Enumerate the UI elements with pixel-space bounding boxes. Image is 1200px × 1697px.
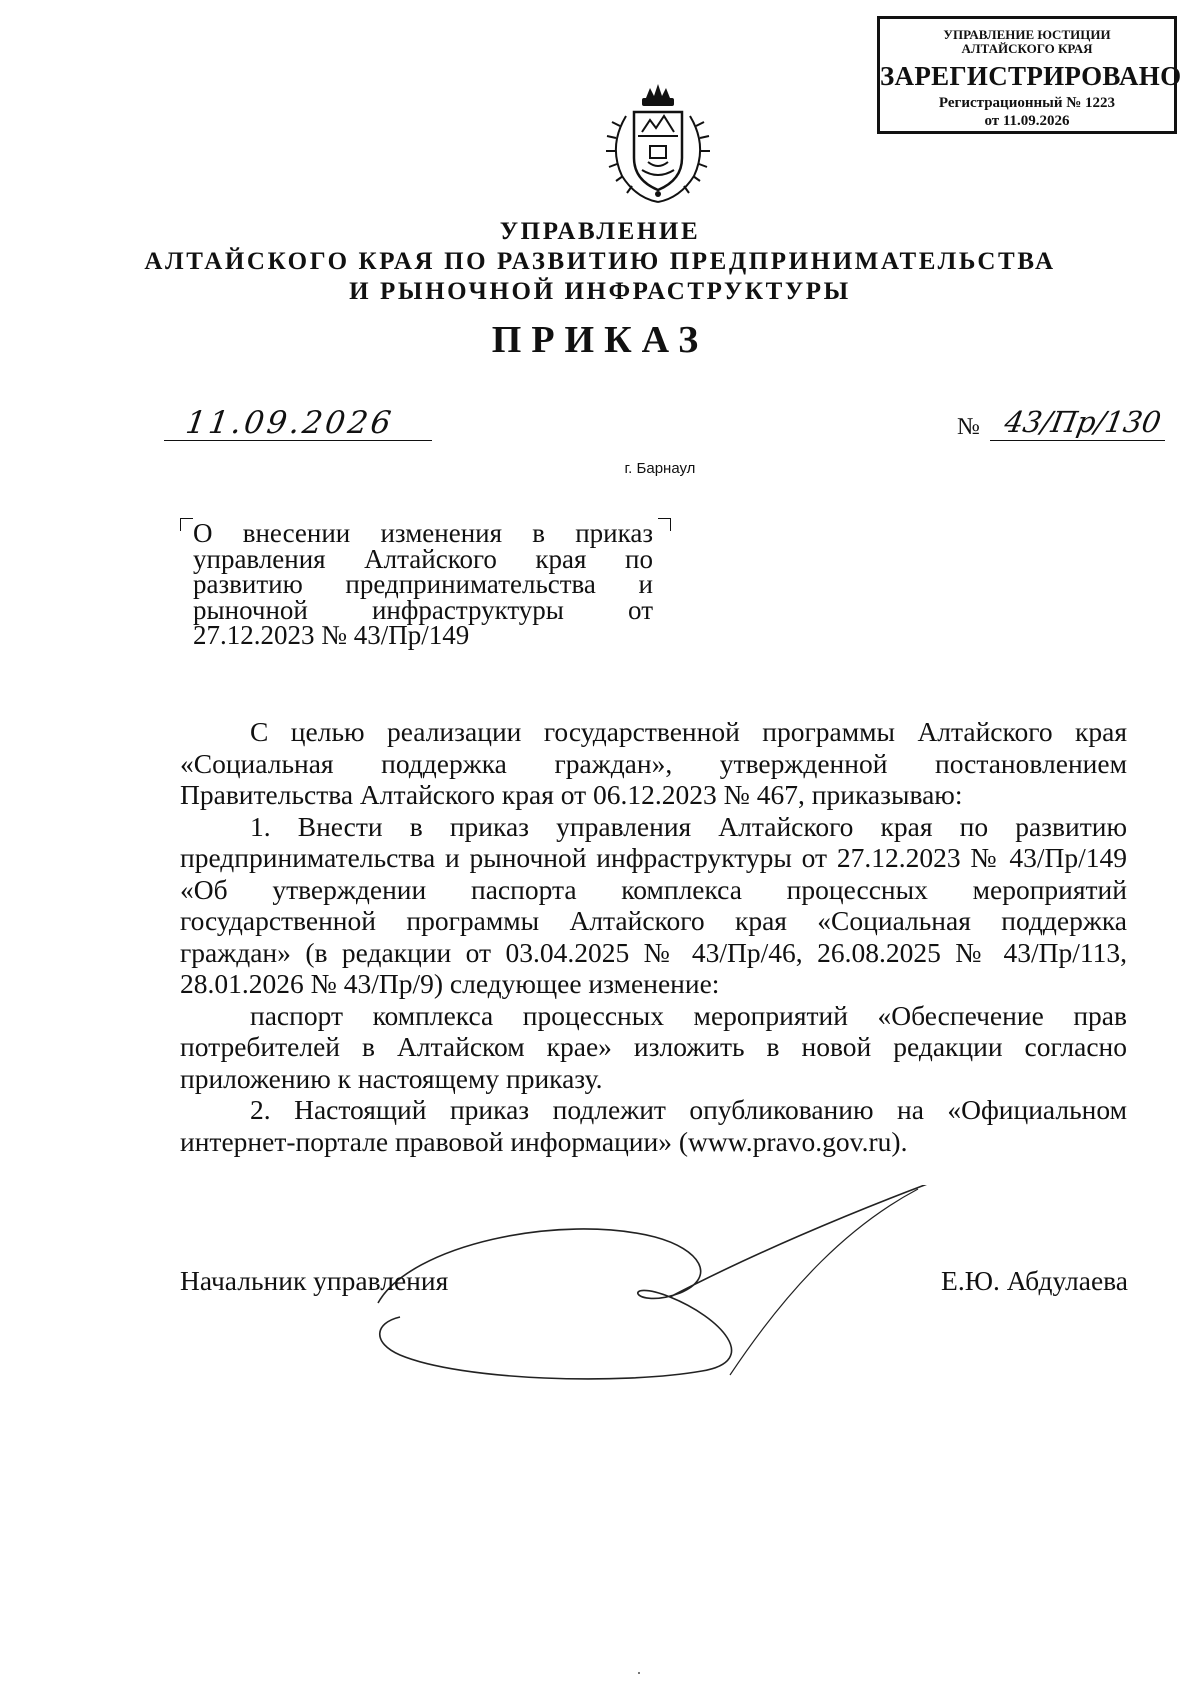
subject-corner-right [658,518,671,531]
agency-title-line3: И РЫНОЧНОЙ ИНФРАСТРУКТУРЫ [349,278,851,305]
stamp-reg-number: Регистрационный № 1223 [938,95,1116,111]
document-type: ПРИКАЗ [491,319,709,361]
date-underline [164,440,432,441]
stamp-agency-line1: УПРАВЛЕНИЕ ЮСТИЦИИ [943,27,1111,42]
order-date: 11.09.2026 [183,405,397,441]
clause-1-paragraph: 1. Внести в приказ управления Алтайского края по развитию предпринимательства и рыночной инфраструктуры от 27.12.2023 № 43/Пр/149 «Об утверждении паспорта комплекса процессных мероприятий государственной программы Алтайского края «Социальная поддержка граждан» (в редакции от 03.04.2025 № 43/Пр/46, 26.08.2025 № 43/Пр/113, 28.01.2026 № 43/Пр/9) следующее изменение: [180,810,1127,999]
issue-city: г. Барнаул [624,460,696,477]
preamble-paragraph: С целью реализации государственной программы Алтайского края «Социальная поддержка граждан», утвержденной постановлением Правительства Алтайского края от 06.12.2023 № 467, приказываю: [180,716,1127,810]
coat-of-arms-icon [598,76,718,206]
signatory-position: Начальник управления [180,1265,449,1296]
scan-artifact [638,1672,640,1674]
agency-title-line2: АЛТАЙСКОГО КРАЯ ПО РАЗВИТИЮ ПРЕДПРИНИМАТЕЛЬСТВА [144,248,1056,275]
signatory-name: Е.Ю. Абдулаева [941,1265,1128,1296]
stamp-status: ЗАРЕГИСТРИРОВАНО [880,61,1182,91]
subject-corner-left [180,518,193,531]
clause-1-change-paragraph: паспорт комплекса процессных мероприятий «Обеспечение прав потребителей в Алтайском крае» изложить в новой редакции согласно приложению к настоящему приказу. [180,999,1127,1094]
number-underline [990,440,1165,441]
agency-title-line1: УПРАВЛЕНИЕ [499,218,701,245]
stamp-reg-date: от 11.09.2026 [984,113,1070,129]
order-number: 43/Пр/130 [1002,405,1164,439]
order-body [180,716,1127,1157]
registration-stamp [877,16,1182,134]
clause-2-paragraph: 2. Настоящий приказ подлежит опубликованию на «Официальном интернет-портале правовой информации» (www.pravo.gov.ru). [180,1094,1127,1157]
stamp-agency-line2: АЛТАЙСКОГО КРАЯ [961,41,1093,56]
handwritten-signature [370,1185,990,1420]
number-sign: № [957,414,980,440]
order-subject: О внесении изменения в приказ управления Алтайского края по развитию предпринимательства и рыночной инфраструктуры от 27.12.2023 № 43/Пр/149 [193,518,653,650]
